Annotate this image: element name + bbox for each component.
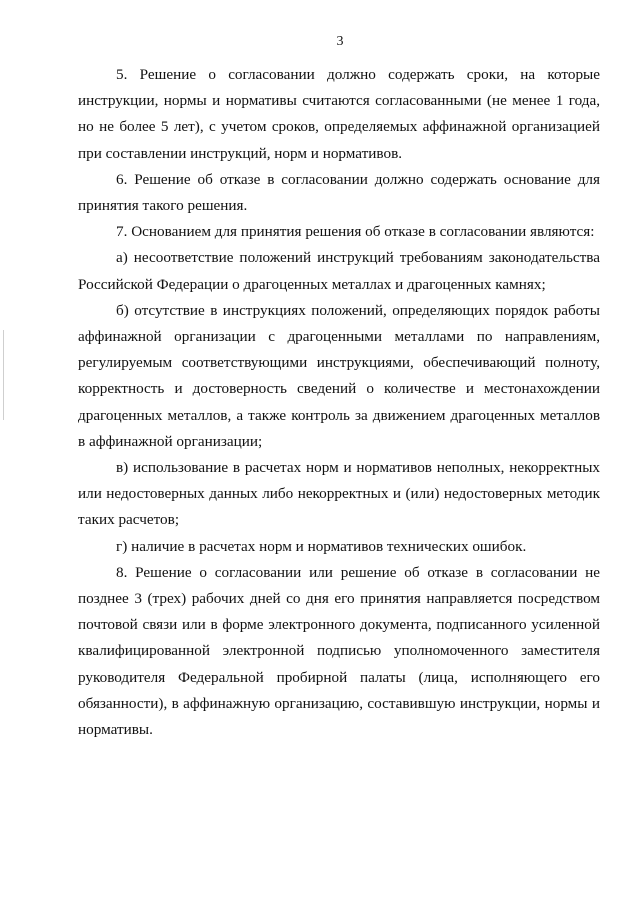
paragraph-7a: а) несоответствие положений инструкций требованиям законодательства Российской Федерации о драгоценных металлах и драгоценных камнях; bbox=[78, 249, 600, 293]
document-body bbox=[78, 62, 600, 743]
scan-edge-mark bbox=[3, 330, 4, 420]
page-number: 3 bbox=[336, 34, 344, 49]
paragraph-5: 5. Решение о согласовании должно содержать сроки, на которые инструкции, нормы и нормативы считаются согласованными (не менее 1 года, но не более 5 лет), с учетом сроков, определяемых аффинажной организацией при составлении инструкций, норм и нормативов. bbox=[78, 66, 600, 162]
paragraph-7b: б) отсутствие в инструкциях положений, определяющих порядок работы аффинажной организации с драгоценными металлами по направлениям, регулируемым соответствующими инструкциями, обеспечивающий полноту, корректность и достоверность сведений о количестве и местонахождении драгоценных металлов, а также контроль за движением драгоценных металлов в аффинажной организации; bbox=[78, 301, 600, 450]
paragraph-7: 7. Основанием для принятия решения об отказе в согласовании являются: bbox=[116, 223, 595, 241]
paragraph-8: 8. Решение о согласовании или решение об отказе в согласовании не позднее 3 (трех) рабочих дней со дня его принятия направляется посредством почтовой связи или в форме электронного документа, подписанного усиленной квалифицированной электронной подписью уполномоченного заместителя руководителя Федеральной пробирной палаты (лица, исполняющего его обязанности), в аффинажную организацию, составившую инструкции, нормы и нормативы. bbox=[78, 563, 600, 739]
paragraph-7g: г) наличие в расчетах норм и нормативов технических ошибок. bbox=[116, 537, 527, 555]
paragraph-6: 6. Решение об отказе в согласовании должно содержать основание для принятия такого решения. bbox=[78, 170, 600, 215]
paragraph-7v: в) использование в расчетах норм и нормативов неполных, некорректных или недостоверных данных либо некорректных и (или) недостоверных методик таких расчетов; bbox=[78, 459, 600, 529]
